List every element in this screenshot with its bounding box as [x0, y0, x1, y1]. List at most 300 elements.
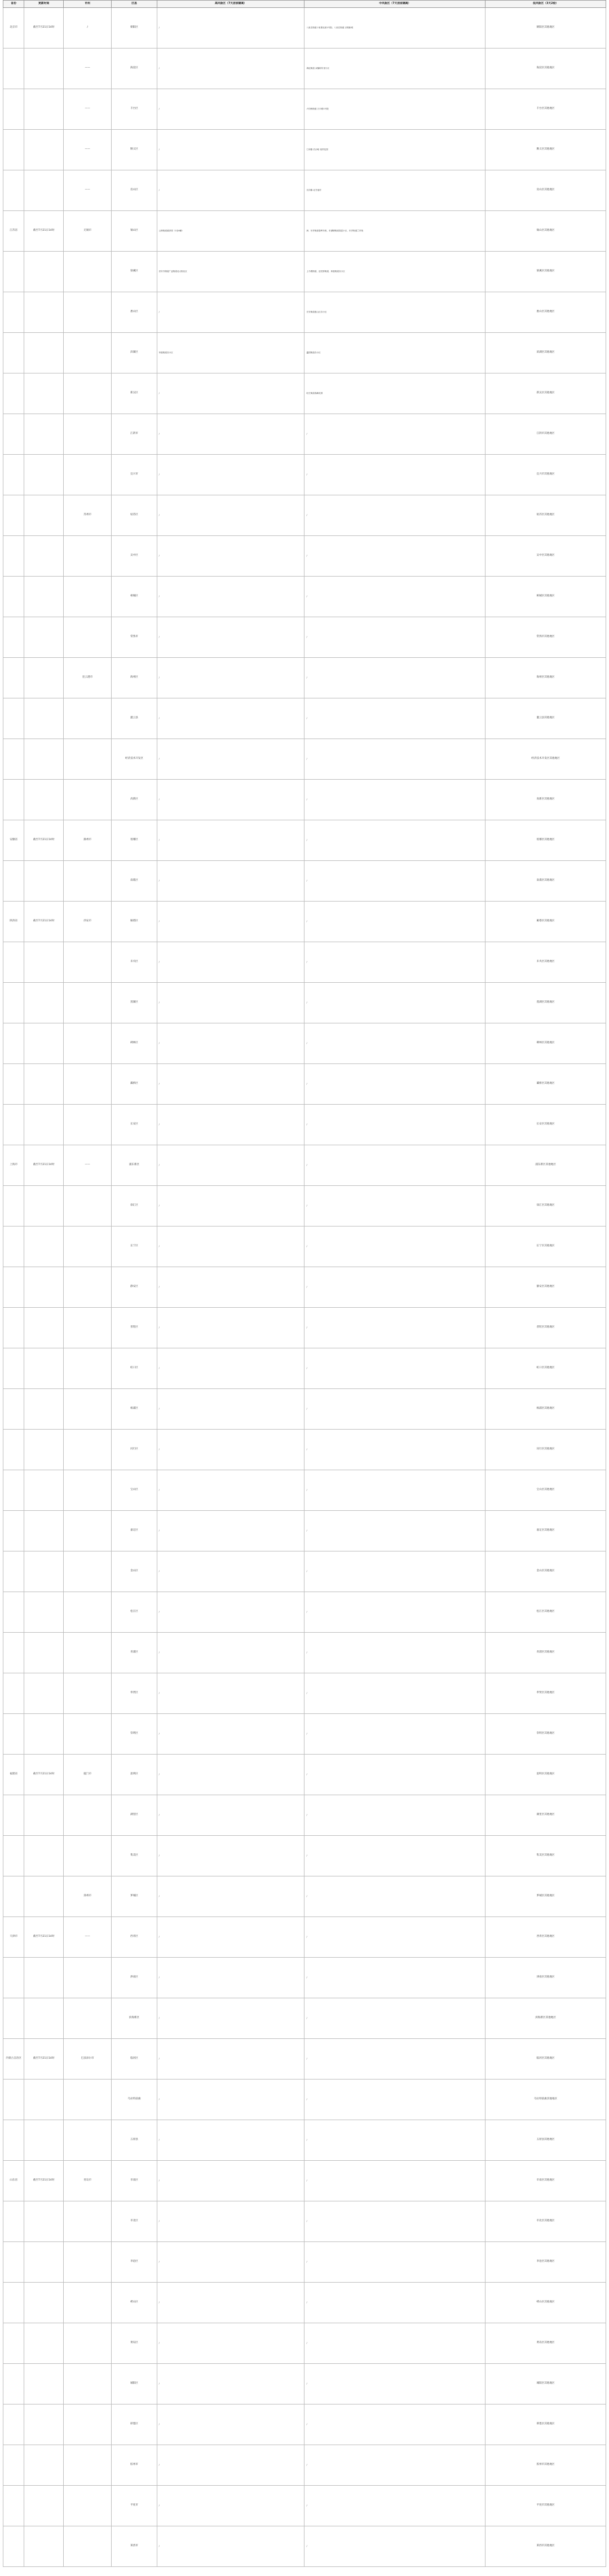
medium-risk-cell: / — [304, 1917, 486, 1958]
medium-risk-cell: / — [304, 1145, 486, 1186]
high-risk-cell: / — [157, 1389, 304, 1430]
header-medium-risk: 中风险区（7天居家隔离） — [304, 1, 486, 8]
medium-risk-cell: / — [304, 2526, 486, 2567]
high-risk-cell: / — [157, 1958, 304, 1998]
city-cell: 厦门市 — [63, 1755, 112, 1795]
province-cell — [3, 1064, 24, 1105]
district-cell: 城阳区 — [112, 2364, 157, 2404]
province-cell — [3, 2201, 24, 2242]
table-row — [3, 536, 606, 577]
province-cell — [3, 2364, 24, 2404]
city-cell — [63, 2526, 112, 2567]
update-time-cell — [24, 1998, 63, 2039]
update-time-cell — [24, 495, 63, 536]
medium-risk-cell: 润、东亭街道春晖东苑、东湖塘街道春雷小区、东亭街道兰亭苑 — [304, 211, 486, 252]
update-time-cell: 截至7月21日14时 — [24, 902, 63, 942]
low-risk-cell: 长宁区其他地区 — [486, 1227, 606, 1267]
table-row — [3, 1673, 606, 1714]
table-row — [3, 170, 606, 211]
update-time-cell — [24, 1227, 63, 1267]
table-row — [3, 2161, 606, 2201]
medium-risk-cell: / — [304, 1795, 486, 1836]
city-cell — [63, 739, 112, 780]
update-time-cell — [24, 577, 63, 617]
table-row — [3, 1917, 606, 1958]
city-cell — [63, 2323, 112, 2364]
high-risk-cell: / — [157, 2201, 304, 2242]
table-row — [3, 1064, 606, 1105]
low-risk-cell: 金山区其他地区 — [486, 1551, 606, 1592]
province-cell — [3, 698, 24, 739]
province-cell — [3, 1308, 24, 1348]
update-time-cell: 截至7月21日14时 — [24, 820, 63, 861]
city-cell: 漳州市 — [63, 1876, 112, 1917]
table-row — [3, 8, 606, 49]
update-time-cell — [24, 2364, 63, 2404]
province-cell — [3, 2404, 24, 2445]
district-cell: 闵行区 — [112, 1430, 157, 1470]
update-time-cell — [24, 1186, 63, 1227]
table-row — [3, 1876, 606, 1917]
medium-risk-cell: / — [304, 1592, 486, 1633]
update-time-cell — [24, 49, 63, 89]
city-cell — [63, 983, 112, 1023]
table-row — [3, 1145, 606, 1186]
table-body — [3, 8, 606, 2567]
update-time-cell — [24, 455, 63, 495]
city-cell — [63, 861, 112, 902]
high-risk-cell: / — [157, 577, 304, 617]
province-cell: 天津市 — [3, 1917, 24, 1958]
district-cell: 长安区 — [112, 1105, 157, 1145]
high-risk-cell: / — [157, 130, 304, 170]
province-cell — [3, 292, 24, 333]
city-cell — [63, 2080, 112, 2120]
low-risk-cell: 琅琊区其他地区 — [486, 820, 606, 861]
city-cell: —— — [63, 1145, 112, 1186]
low-risk-cell: 宜兴市其他地区 — [486, 455, 606, 495]
update-time-cell — [24, 1673, 63, 1714]
high-risk-cell: / — [157, 1348, 304, 1389]
high-risk-cell: / — [157, 1227, 304, 1267]
city-cell — [63, 698, 112, 739]
province-cell — [3, 1958, 24, 1998]
city-cell — [63, 1551, 112, 1592]
update-time-cell — [24, 252, 63, 292]
medium-risk-cell: / — [304, 1227, 486, 1267]
city-cell — [63, 333, 112, 373]
header-city: 市州 — [63, 1, 112, 8]
high-risk-cell: / — [157, 1998, 304, 2039]
low-risk-cell: 平度市其他地区 — [486, 2486, 606, 2526]
high-risk-cell: / — [157, 2283, 304, 2323]
medium-risk-cell: / — [304, 942, 486, 983]
table-row — [3, 942, 606, 983]
high-risk-cell: / — [157, 1592, 304, 1633]
low-risk-cell: 崂山区其他地区 — [486, 2283, 606, 2323]
high-risk-cell: / — [157, 2080, 304, 2120]
district-cell: 姑苏区 — [112, 495, 157, 536]
province-cell — [3, 1348, 24, 1389]
low-risk-cell: 新吴区其他地区 — [486, 373, 606, 414]
medium-risk-cell: / — [304, 2080, 486, 2120]
province-cell — [3, 2526, 24, 2567]
high-risk-cell: / — [157, 1551, 304, 1592]
medium-risk-cell: / — [304, 1998, 486, 2039]
city-cell — [63, 373, 112, 414]
medium-risk-cell: 长沟镇 北甘池村 — [304, 170, 486, 211]
city-cell — [63, 1186, 112, 1227]
province-cell — [3, 414, 24, 455]
high-risk-cell: / — [157, 89, 304, 130]
district-cell: 西青区 — [112, 1917, 157, 1958]
city-cell — [63, 2445, 112, 2486]
update-time-cell — [24, 130, 63, 170]
medium-risk-cell: / — [304, 1267, 486, 1308]
district-cell: 雁塔区 — [112, 902, 157, 942]
update-time-cell — [24, 333, 63, 373]
province-cell — [3, 1714, 24, 1755]
high-risk-cell: / — [157, 1511, 304, 1551]
table-row — [3, 1308, 606, 1348]
city-cell — [63, 1958, 112, 1998]
high-risk-cell: / — [157, 1714, 304, 1755]
medium-risk-cell: / — [304, 2486, 486, 2526]
low-risk-cell: 市北区其他地区 — [486, 2201, 606, 2242]
district-cell: 海州区 — [112, 658, 157, 698]
high-risk-cell: / — [157, 861, 304, 902]
high-risk-cell: / — [157, 1267, 304, 1308]
low-risk-cell: 莱西市其他地区 — [486, 2526, 606, 2567]
city-cell — [63, 1836, 112, 1876]
low-risk-cell: 嘉定区其他地区 — [486, 1511, 606, 1551]
medium-risk-cell: / — [304, 2283, 486, 2323]
low-risk-cell: 姑苏区其他地区 — [486, 495, 606, 536]
medium-risk-cell: / — [304, 1064, 486, 1105]
update-time-cell — [24, 89, 63, 130]
medium-risk-cell: / — [304, 2242, 486, 2283]
high-risk-cell: / — [157, 1064, 304, 1105]
table-row — [3, 698, 606, 739]
low-risk-cell: 静安区其他地区 — [486, 1267, 606, 1308]
city-cell — [63, 2404, 112, 2445]
low-risk-cell: 思明区其他地区 — [486, 1755, 606, 1795]
update-time-cell — [24, 1958, 63, 1998]
district-cell: 芗城区 — [112, 1876, 157, 1917]
medium-risk-cell: / — [304, 1470, 486, 1511]
province-cell — [3, 983, 24, 1023]
medium-risk-cell: / — [304, 739, 486, 780]
high-risk-cell: / — [157, 1673, 304, 1714]
high-risk-cell: / — [157, 2404, 304, 2445]
city-cell — [63, 2201, 112, 2242]
district-cell: 市北区 — [112, 2201, 157, 2242]
province-cell — [3, 2323, 24, 2364]
table-row — [3, 495, 606, 536]
province-cell — [3, 49, 24, 89]
high-risk-cell: / — [157, 8, 304, 49]
district-cell: 常熟市 — [112, 617, 157, 658]
table-row — [3, 1958, 606, 1998]
medium-risk-cell: / — [304, 2445, 486, 2486]
province-cell — [3, 2242, 24, 2283]
district-cell: 南谯区 — [112, 861, 157, 902]
update-time-cell — [24, 2323, 63, 2364]
province-cell: 陕西省 — [3, 902, 24, 942]
district-cell: 朝阳区 — [112, 8, 157, 49]
district-cell: 灌云县 — [112, 698, 157, 739]
table-row — [3, 89, 606, 130]
high-risk-cell: / — [157, 1795, 304, 1836]
medium-risk-cell: 八里庄街道十里堡北里1号院；八里庄街道 京棉新城 — [304, 8, 486, 49]
medium-risk-cell: 蠡园街道各小区 — [304, 333, 486, 373]
city-cell — [63, 1633, 112, 1673]
update-time-cell — [24, 170, 63, 211]
table-row — [3, 1267, 606, 1308]
district-cell: 嘉定区 — [112, 1511, 157, 1551]
high-risk-cell: / — [157, 1470, 304, 1511]
update-time-cell: 截至7月21日14时 — [24, 1917, 63, 1958]
header-district: 区县 — [112, 1, 157, 8]
low-risk-cell: 临河区其他地区 — [486, 2039, 606, 2080]
table-row — [3, 252, 606, 292]
table-row — [3, 130, 606, 170]
update-time-cell — [24, 1348, 63, 1389]
high-risk-cell: / — [157, 1105, 304, 1145]
low-risk-cell: 相城区其他地区 — [486, 577, 606, 617]
province-cell — [3, 2080, 24, 2120]
province-cell — [3, 1795, 24, 1836]
high-risk-cell: / — [157, 902, 304, 942]
district-cell: 静安区 — [112, 1267, 157, 1308]
city-cell: 苏州市 — [63, 495, 112, 536]
district-cell: 莱西市 — [112, 2526, 157, 2567]
update-time-cell — [24, 1267, 63, 1308]
district-cell: 李沧区 — [112, 2242, 157, 2283]
table-row — [3, 2201, 606, 2242]
medium-risk-cell: / — [304, 1389, 486, 1430]
table-row — [3, 2080, 606, 2120]
update-time-cell — [24, 1511, 63, 1551]
medium-risk-cell: 卢沟桥街道 万丰路1号院 — [304, 89, 486, 130]
city-cell — [63, 2120, 112, 2161]
update-time-cell: 截至7月21日14时 — [24, 1755, 63, 1795]
table-row — [3, 1551, 606, 1592]
update-time-cell — [24, 2080, 63, 2120]
province-cell — [3, 617, 24, 658]
high-risk-cell: / — [157, 2242, 304, 2283]
district-cell: 临河区 — [112, 2039, 157, 2080]
update-time-cell — [24, 658, 63, 698]
medium-risk-cell: / — [304, 1511, 486, 1551]
medium-risk-cell: / — [304, 1348, 486, 1389]
table-row — [3, 902, 606, 942]
city-cell — [63, 780, 112, 820]
low-risk-cell: 即墨区其他地区 — [486, 2404, 606, 2445]
city-cell: —— — [63, 170, 112, 211]
province-cell — [3, 2445, 24, 2486]
table-row — [3, 820, 606, 861]
province-cell — [3, 170, 24, 211]
update-time-cell — [24, 617, 63, 658]
district-cell: 滨海新区 — [112, 1998, 157, 2039]
update-time-cell — [24, 2120, 63, 2161]
low-risk-cell: 津南区其他地区 — [486, 1958, 606, 1998]
district-cell: 琅琊区 — [112, 820, 157, 861]
high-risk-cell: / — [157, 1836, 304, 1876]
province-cell — [3, 780, 24, 820]
medium-risk-cell: / — [304, 577, 486, 617]
table-row — [3, 2445, 606, 2486]
low-risk-cell: 朝阳区其他地区 — [486, 8, 606, 49]
city-cell: 西安市 — [63, 902, 112, 942]
high-risk-cell: / — [157, 1308, 304, 1348]
low-risk-cell: 宝山区其他地区 — [486, 1470, 606, 1511]
table-row — [3, 455, 606, 495]
province-cell — [3, 1430, 24, 1470]
header-high-risk: 高风险区（7天居家隔离） — [157, 1, 304, 8]
district-cell: 乌拉特前旗 — [112, 2080, 157, 2120]
province-cell: 北京市 — [3, 8, 24, 49]
low-risk-cell: 芗城区其他地区 — [486, 1876, 606, 1917]
district-cell: 即墨区 — [112, 2404, 157, 2445]
city-cell — [63, 1348, 112, 1389]
high-risk-cell: / — [157, 536, 304, 577]
table-row — [3, 1755, 606, 1795]
province-cell — [3, 373, 24, 414]
district-cell: 灞桥区 — [112, 1064, 157, 1105]
table-row — [3, 414, 606, 455]
district-cell: 崇明区 — [112, 1714, 157, 1755]
medium-risk-cell: / — [304, 414, 486, 455]
low-risk-cell: 常熟市其他地区 — [486, 617, 606, 658]
province-cell — [3, 942, 24, 983]
update-time-cell — [24, 2445, 63, 2486]
low-risk-cell: 奉贤区其他地区 — [486, 1673, 606, 1714]
low-risk-cell: 湖里区其他地区 — [486, 1795, 606, 1836]
medium-risk-cell: / — [304, 1633, 486, 1673]
low-risk-cell: 滨湖区其他地区 — [486, 333, 606, 373]
low-risk-cell: 集美区其他地区 — [486, 1836, 606, 1876]
city-cell — [63, 1105, 112, 1145]
medium-risk-cell: / — [304, 902, 486, 942]
city-cell: —— — [63, 130, 112, 170]
header-update-time: 更新时间 — [24, 1, 63, 8]
district-cell: 虹口区 — [112, 1348, 157, 1389]
high-risk-cell: / — [157, 1876, 304, 1917]
medium-risk-cell: / — [304, 1023, 486, 1064]
update-time-cell — [24, 1551, 63, 1592]
medium-risk-cell: / — [304, 455, 486, 495]
high-risk-cell: / — [157, 170, 304, 211]
city-cell — [63, 455, 112, 495]
table-row — [3, 2486, 606, 2526]
province-cell — [3, 252, 24, 292]
low-risk-cell: 市南区其他地区 — [486, 2161, 606, 2201]
high-risk-cell: / — [157, 292, 304, 333]
province-cell — [3, 1551, 24, 1592]
district-cell: 徐汇区 — [112, 1186, 157, 1227]
district-cell: 普陀区 — [112, 1308, 157, 1348]
update-time-cell — [24, 1430, 63, 1470]
district-cell: 黄岛区 — [112, 2323, 157, 2364]
update-time-cell — [24, 780, 63, 820]
update-time-cell: 截至7月21日14时 — [24, 2039, 63, 2080]
medium-risk-cell: / — [304, 536, 486, 577]
province-cell: 内蒙古自治区 — [3, 2039, 24, 2080]
low-risk-cell: 滨海新区其他地区 — [486, 1998, 606, 2039]
city-cell — [63, 1998, 112, 2039]
district-cell: 平度市 — [112, 2486, 157, 2526]
update-time-cell — [24, 373, 63, 414]
high-risk-cell: / — [157, 1186, 304, 1227]
low-risk-cell: 浦东新区其他地区 — [486, 1145, 606, 1186]
medium-risk-cell: / — [304, 2364, 486, 2404]
province-cell — [3, 1998, 24, 2039]
low-risk-cell: 莲湖区其他地区 — [486, 983, 606, 1023]
table-row — [3, 1389, 606, 1430]
province-cell — [3, 658, 24, 698]
table-row — [3, 333, 606, 373]
table-row — [3, 2526, 606, 2567]
update-time-cell — [24, 2242, 63, 2283]
high-risk-cell: / — [157, 1145, 304, 1186]
table-row — [3, 2120, 606, 2161]
district-cell: 崂山区 — [112, 2283, 157, 2323]
update-time-cell: 截至7月21日14时 — [24, 211, 63, 252]
city-cell — [63, 2242, 112, 2283]
high-risk-cell: 崇安寺街道广益街道北大街社区 — [157, 252, 304, 292]
update-time-cell — [24, 2404, 63, 2445]
table-row — [3, 739, 606, 780]
low-risk-cell: 崇明区其他地区 — [486, 1714, 606, 1755]
update-time-cell — [24, 861, 63, 902]
district-cell: 莲湖区 — [112, 983, 157, 1023]
district-cell: 锡山区 — [112, 211, 157, 252]
high-risk-cell: / — [157, 942, 304, 983]
high-risk-cell: / — [157, 2486, 304, 2526]
province-cell — [3, 536, 24, 577]
medium-risk-cell: / — [304, 2404, 486, 2445]
province-cell — [3, 1227, 24, 1267]
table-row — [3, 2039, 606, 2080]
high-risk-cell: / — [157, 373, 304, 414]
district-cell: 顺义区 — [112, 130, 157, 170]
low-risk-cell: 雁塔区其他地区 — [486, 902, 606, 942]
medium-risk-cell: / — [304, 1836, 486, 1876]
province-cell: 福建省 — [3, 1755, 24, 1795]
city-cell — [63, 1389, 112, 1430]
update-time-cell — [24, 983, 63, 1023]
table-row — [3, 1511, 606, 1551]
low-risk-cell: 高新区其他地区 — [486, 780, 606, 820]
medium-risk-cell: / — [304, 2120, 486, 2161]
table-row — [3, 1227, 606, 1267]
high-risk-cell: / — [157, 739, 304, 780]
high-risk-cell: 云林街道睿泽园（1至4幢） — [157, 211, 304, 252]
high-risk-cell: / — [157, 2526, 304, 2567]
header-low-risk: 低风险区（3天2检） — [486, 1, 606, 8]
city-cell — [63, 942, 112, 983]
province-cell — [3, 1876, 24, 1917]
city-cell — [63, 1430, 112, 1470]
high-risk-cell: / — [157, 1755, 304, 1795]
high-risk-cell: / — [157, 2445, 304, 2486]
medium-risk-cell: 上马墩街道、迎龙桥街道、黄巷街道各小区 — [304, 252, 486, 292]
high-risk-cell: / — [157, 983, 304, 1023]
district-cell: 胶州市 — [112, 2445, 157, 2486]
city-cell — [63, 1023, 112, 1064]
